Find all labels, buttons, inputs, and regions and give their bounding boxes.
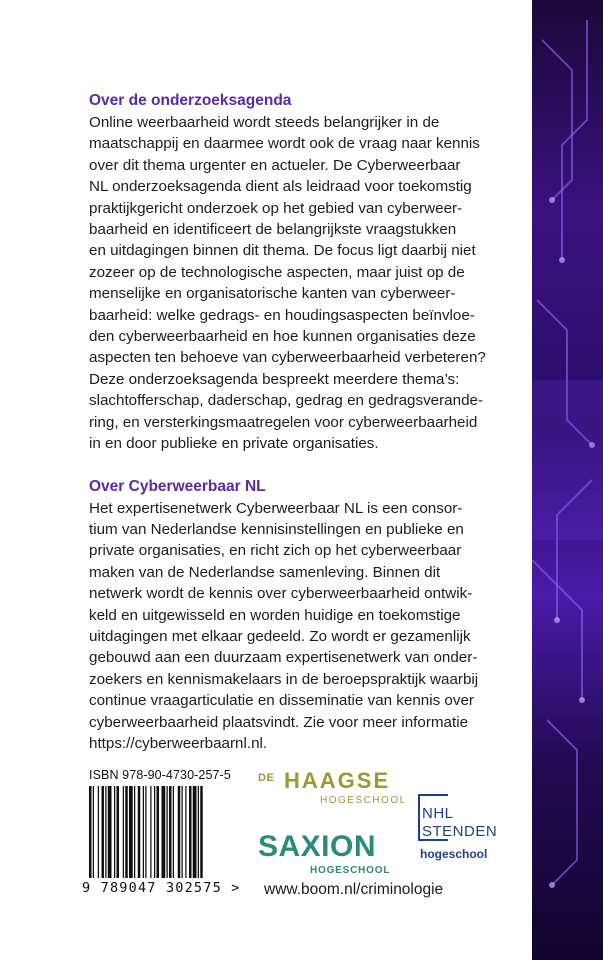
barcode-bar <box>93 786 94 878</box>
decorative-side-strip <box>532 0 603 960</box>
text-line: NL onderzoeksagenda dient als leidraad voor toekomstig <box>89 178 472 196</box>
barcode-bar <box>123 786 124 878</box>
barcode-bar <box>157 786 160 878</box>
nhl-stenden-logo <box>418 794 528 874</box>
barcode-bar <box>167 786 168 878</box>
website-link-line[interactable]: https://cyberweerbaarnl.nl. <box>89 734 268 752</box>
barcode-bar <box>150 786 151 878</box>
barcode-bar <box>114 786 115 878</box>
barcode-bar <box>178 786 181 878</box>
text-line: netwerk wordt de kennis over cyberweerbaarheid ontwik- <box>89 585 473 603</box>
barcode-bar <box>162 786 166 878</box>
barcode-bar <box>138 786 141 878</box>
barcode-bar <box>129 786 133 878</box>
text-line: slachtofferschap, daderschap, gedrag en gedragsverande- <box>89 392 484 410</box>
barcode-bar <box>102 786 105 878</box>
text-line: Deze onderzoeksagenda bespreekt meerdere thema’s: <box>89 370 460 388</box>
text-line: keld en uitgewisseld en worden huidige en toekomstige <box>89 606 461 624</box>
text-line: baarheid en identificeert de belangrijkste vraagstukken <box>89 221 457 239</box>
text-line: Het expertisenetwerk Cyberweerbaar NL is een consor- <box>89 499 463 517</box>
barcode-bar <box>105 786 106 878</box>
text-line: maken van de Nederlandse samenleving. Binnen dit <box>89 563 441 581</box>
saxion-logo-sub: HOGESCHOOL <box>310 865 391 876</box>
text-line: aspecten ten behoeve van cyberweerbaarheid verbeteren? <box>89 349 486 367</box>
text-line: gebouwd aan een duurzaam expertisenetwerk van onder- <box>89 649 478 667</box>
text-line: den cyberweerbaarheid en hoe kunnen organisaties deze <box>89 328 476 346</box>
barcode-digits: 9 789047 302575 > <box>82 880 241 896</box>
circuit-pattern <box>532 0 603 960</box>
barcode-bar <box>154 786 155 878</box>
text-line: zoekers en kennismakelaars in de beroepspraktijk waarbij <box>89 670 479 688</box>
text-line: ring, en versterkingsmaatregelen voor cyberweerbaarheid <box>89 413 478 431</box>
barcode-bar <box>134 786 135 878</box>
text-line: menselijke en organisatorische kanten van cyberweer- <box>89 285 456 303</box>
barcode-bar <box>198 786 199 878</box>
barcode-bar <box>169 786 172 878</box>
haagse-hogeschool-logo <box>258 768 408 810</box>
text-line: Online weerbaarheid wordt steeds belangrijker in de <box>89 114 440 131</box>
barcode-bar <box>189 786 192 878</box>
text-line: cyberweerbaarheid plaatsvindt. Zie voor meer informatie <box>89 713 469 731</box>
barcode-bar <box>125 786 128 878</box>
haagse-logo-name: HAAGSE <box>284 768 391 793</box>
saxion-logo-name: SAXION <box>258 830 377 863</box>
text-line: en uitdagingen binnen dit thema. De focus ligt daarbij niet <box>89 242 476 260</box>
haagse-logo-sub: HOGESCHOOL <box>320 795 407 806</box>
text-line: maatschappij en daarmee wordt ook de vraag naar kennis <box>89 135 480 153</box>
barcode-bar <box>182 786 183 878</box>
barcode-bar <box>89 786 92 878</box>
paragraph-cyberweerbaar <box>89 498 521 755</box>
barcode-bar <box>173 786 174 878</box>
section-heading-cyberweerbaar: Over Cyberweerbaar NL <box>89 477 266 495</box>
text-line: zozeer op de technologische aspecten, maar juist op de <box>89 263 465 281</box>
haagse-logo-de: DE <box>258 772 275 784</box>
text-content <box>89 90 521 754</box>
barcode-bar <box>145 786 146 878</box>
text-line: continue vraagarticulatie en disseminatie van kennis over <box>89 692 474 710</box>
barcode-bar <box>108 786 112 878</box>
barcode-bar <box>143 786 144 878</box>
nhl-logo-line1: NHL <box>422 805 454 822</box>
nhl-logo-line3: hogeschool <box>420 847 488 861</box>
publisher-website-link[interactable]: www.boom.nl/criminologie <box>264 881 444 898</box>
text-line: uitdagingen met elkaar gedeeld. Zo wordt er gezamenlijk <box>89 627 471 645</box>
text-line: tium van Nederlandse kennisinstellingen en publieke en <box>89 520 464 538</box>
text-line: in en door publieke en private organisaties. <box>89 435 379 453</box>
saxion-hogeschool-logo <box>258 830 408 880</box>
barcode-bar <box>98 786 99 878</box>
text-line: private organisaties, en richt zich op het cyberweerbaar <box>89 542 462 560</box>
barcode-image <box>89 786 239 878</box>
barcode-bar <box>200 786 203 878</box>
section-heading-onderzoeksagenda: Over de onderzoeksagenda <box>89 92 292 109</box>
barcode-bar <box>117 786 120 878</box>
text-line: praktijkgericht onderzoek op het gebied van cyberweer- <box>89 199 463 217</box>
paragraph-onderzoeksagenda <box>89 112 521 455</box>
text-line: baarheid: welke gedrags- en houdingsaspecten beïnvloe- <box>89 306 475 324</box>
barcode-bar <box>193 786 197 878</box>
isbn-label: ISBN 978-90-4730-257-5 <box>89 768 231 782</box>
nhl-logo-line2: STENDEN <box>422 823 498 840</box>
barcode-bar <box>185 786 186 878</box>
text-line: over dit thema urgenter en actueler. De Cyberweerbaar <box>89 156 461 174</box>
